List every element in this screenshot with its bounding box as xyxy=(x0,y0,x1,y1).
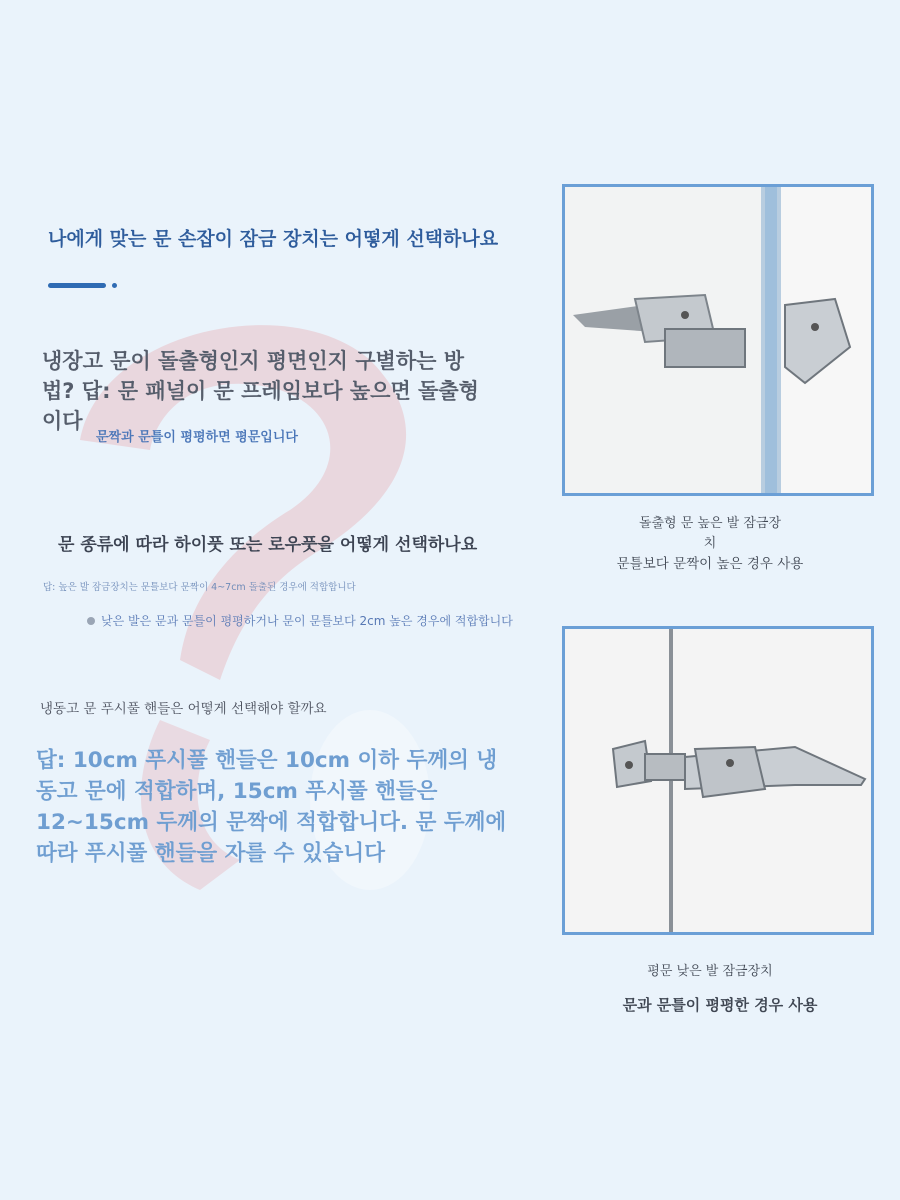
low-foot-latch-photo xyxy=(562,626,874,935)
answer-flat-door: 문짝과 문틀이 평평하면 평문입니다 xyxy=(96,430,298,445)
answer-low-foot: 낮은 발은 문과 문틀이 평평하거나 문이 문틀보다 2cm 높은 경우에 적합합니다 xyxy=(101,614,513,628)
low-foot-caption-title: 평문 낮은 발 잠금장치 xyxy=(647,964,773,979)
answer-push-pull-handle: 답: 10cm 푸시풀 핸들은 10cm 이하 두께의 냉동고 문에 적합하며, 15cm 푸시풀 핸들은 12~15cm 두께의 문짝에 적합합니다. 문 두께에 따라 푸시풀 핸들을 자를 수 있습니다 xyxy=(36,748,507,866)
question-foot-type: 문 종류에 따라 하이풋 또는 로우풋을 어떻게 선택하나요 xyxy=(58,535,478,555)
low-foot-caption-desc: 문과 문틀이 평평한 경우 사용 xyxy=(622,996,818,1014)
question-push-pull-handle: 냉동고 문 푸시풀 핸들은 어떻게 선택해야 할까요 xyxy=(40,701,327,717)
high-foot-caption xyxy=(600,514,820,574)
high-foot-caption-desc: 문틀보다 문짝이 높은 경우 사용 xyxy=(616,556,804,572)
answer-high-foot: 답: 높은 발 잠금장치는 문틀보다 문짝이 4~7cm 돌출된 경우에 적합합니다 xyxy=(43,582,356,593)
title-underline-dot xyxy=(112,283,117,288)
high-foot-latch-photo xyxy=(562,184,874,496)
bullet-icon xyxy=(87,617,95,625)
high-foot-caption-title: 돌출형 문 높은 발 잠금장치 xyxy=(638,516,782,551)
page-title: 나에게 맞는 문 손잡이 잠금 장치는 어떻게 선택하나요 xyxy=(48,228,499,250)
question-door-type: 냉장고 문이 돌출형인지 평면인지 구별하는 방법? 답: 문 패널이 문 프레임보다 높으면 돌출형이다 xyxy=(42,349,479,433)
title-underline xyxy=(48,283,106,288)
